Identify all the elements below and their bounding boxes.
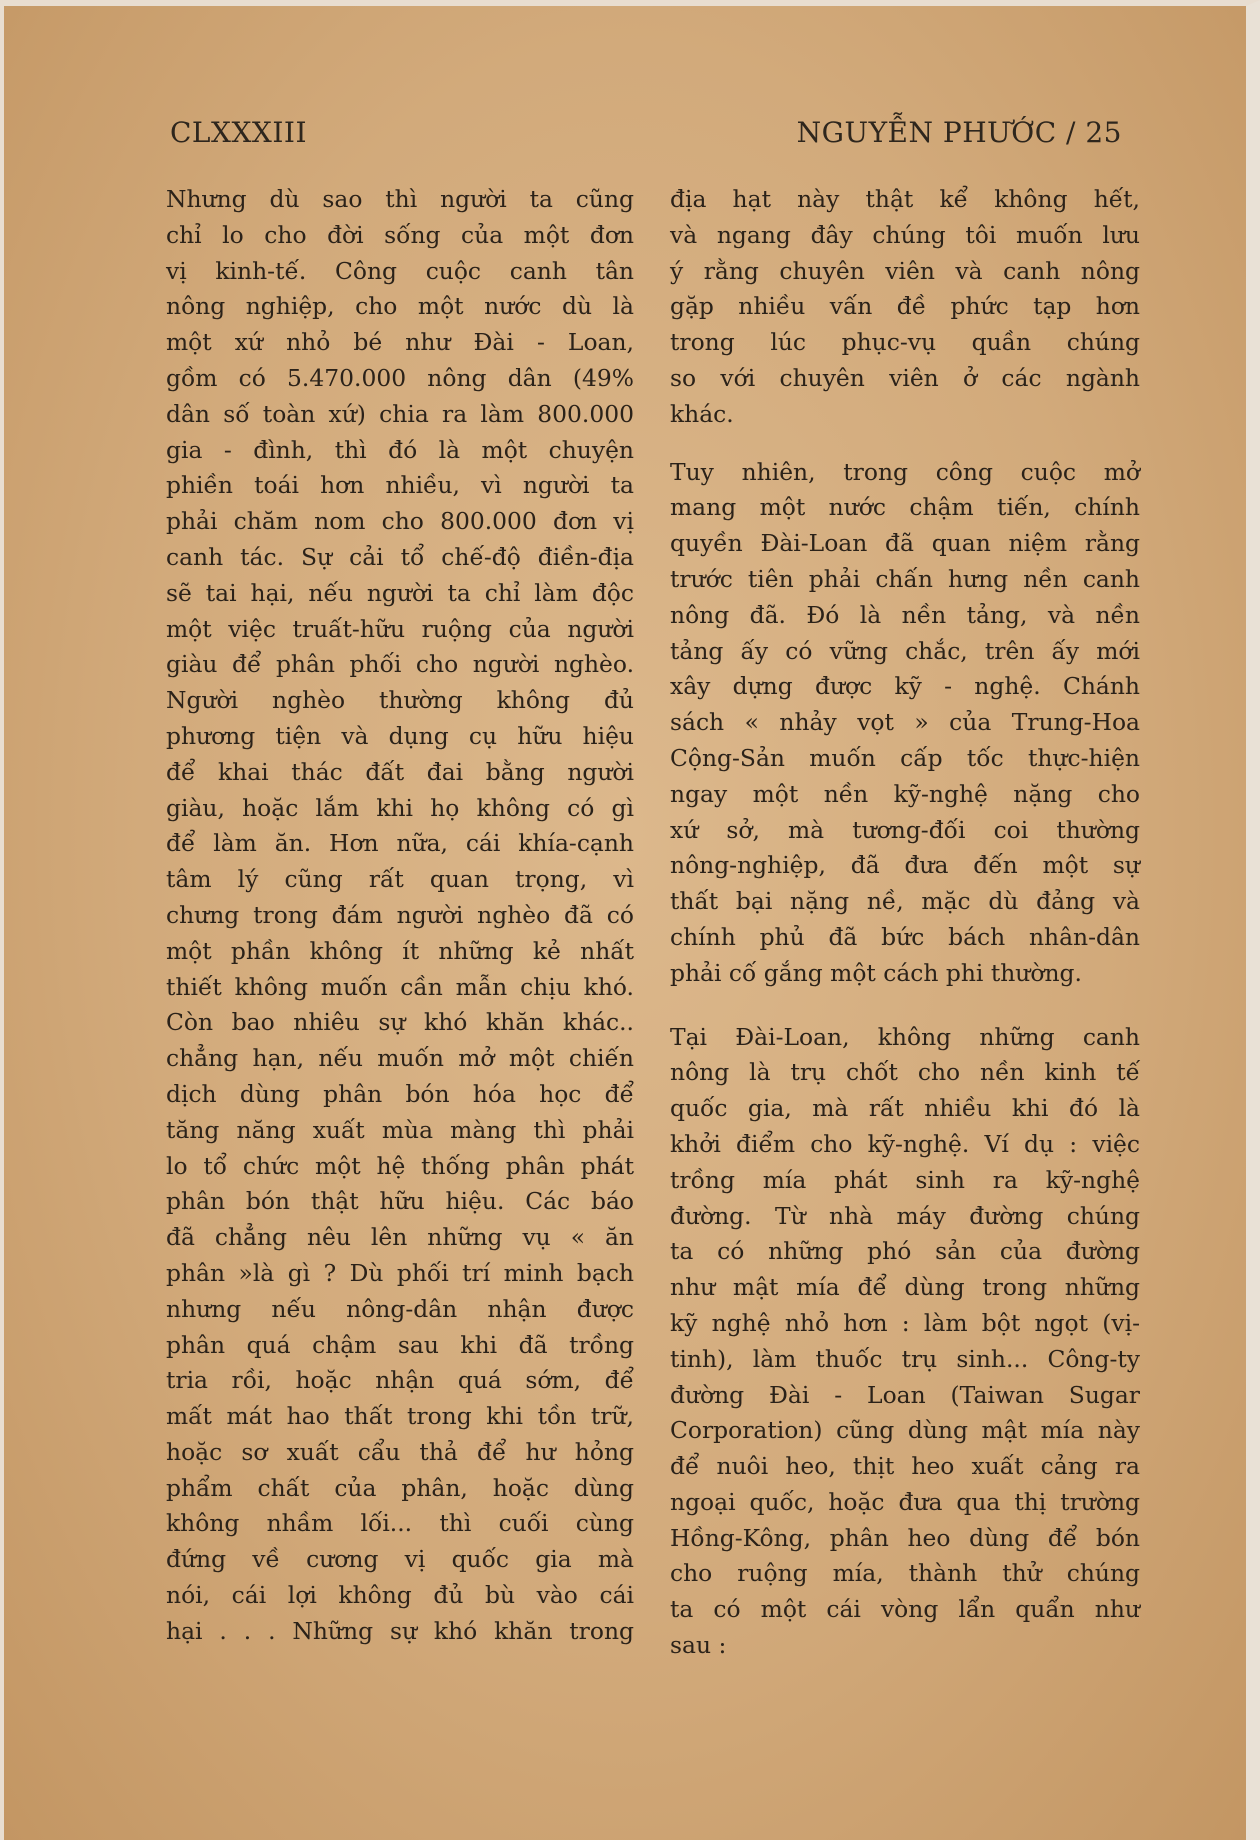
text-line: một xứ nhỏ bé như Đài - Loan, <box>166 328 634 357</box>
text-line: Còn bao nhiêu sự khó khăn khác.. <box>166 1008 634 1037</box>
paragraph-gap <box>670 433 1140 455</box>
text-line: sau : <box>670 1631 727 1660</box>
text-line: không nhầm lối... thì cuối cùng <box>166 1509 634 1538</box>
paragraph <box>166 182 634 1650</box>
text-line: phải cố gắng một cách phi thường. <box>670 958 1082 987</box>
text-line: ta có một cái vòng lẩn quẩn như <box>670 1595 1140 1624</box>
text-line: nói, cái lợi không đủ bù vào cái <box>166 1581 634 1610</box>
paragraph <box>670 1020 1140 1664</box>
text-line: trong lúc phục-vụ quần chúng <box>670 328 1140 357</box>
text-line: phương tiện và dụng cụ hữu hiệu <box>166 721 634 750</box>
text-line: một phần không ít những kẻ nhất <box>166 936 634 965</box>
text-line: địa hạt này thật kể không hết, <box>670 185 1140 213</box>
text-line: gặp nhiều vấn đề phức tạp hơn <box>670 292 1140 321</box>
right-column <box>670 182 1140 1664</box>
text-line: tria rồi, hoặc nhận quá sớm, để <box>166 1366 634 1395</box>
text-line: hại . . . Những sự khó khăn trong <box>166 1616 634 1645</box>
text-line: phân quá chậm sau khi đã trồng <box>166 1330 634 1359</box>
text-line: chẳng hạn, nếu muốn mở một chiến <box>166 1044 634 1073</box>
text-line: hoặc sơ xuất cẩu thả để hư hỏng <box>166 1437 634 1466</box>
text-line: chưng trong đám người nghèo đã có <box>166 900 634 929</box>
text-line: quyền Đài-Loan đã quan niệm rằng <box>670 529 1140 558</box>
text-line: ngoại quốc, hoặc đưa qua thị trường <box>670 1487 1140 1516</box>
text-line: để làm ăn. Hơn nữa, cái khía-cạnh <box>166 829 634 858</box>
left-column <box>166 182 634 1650</box>
text-line: ngay một nền kỹ-nghệ nặng cho <box>670 779 1140 808</box>
text-line: vị kinh-tế. Công cuộc canh tân <box>166 256 634 285</box>
text-line: trồng mía phát sinh ra kỹ-nghệ <box>670 1165 1140 1194</box>
text-line: sẽ tai hại, nếu người ta chỉ làm độc <box>166 578 634 607</box>
text-line: Người nghèo thường không đủ <box>166 686 634 715</box>
text-line: và ngang đây chúng tôi muốn lưu <box>670 220 1140 249</box>
text-line: khởi điểm cho kỹ-nghệ. Ví dụ : việc <box>670 1129 1140 1158</box>
text-line: Cộng-Sản muốn cấp tốc thực-hiện <box>670 743 1140 772</box>
text-line: phẩm chất của phân, hoặc dùng <box>166 1473 634 1502</box>
text-line: kỹ nghệ nhỏ hơn : làm bột ngọt (vị- <box>670 1308 1140 1337</box>
text-line: cho ruộng mía, thành thử chúng <box>670 1559 1140 1588</box>
text-line: ý rằng chuyên viên và canh nông <box>670 256 1140 285</box>
text-line: phân »là gì ? Dù phối trí minh bạch <box>166 1258 634 1287</box>
text-line: xây dựng được kỹ - nghệ. Chánh <box>670 672 1140 701</box>
text-line: sách « nhảy vọt » của Trung-Hoa <box>670 708 1140 737</box>
text-line: Tại Đài-Loan, không những canh <box>670 1022 1140 1051</box>
paragraph <box>670 182 1140 433</box>
page-label: CLXXXIII <box>170 116 307 149</box>
text-line: chỉ lo cho đời sống của một đơn <box>166 220 634 249</box>
running-title: NGUYỄN PHƯỚC / 25 <box>796 116 1122 149</box>
text-line: đường Đài - Loan (Taiwan Sugar <box>670 1380 1140 1409</box>
text-line: như mật mía để dùng trong những <box>670 1273 1140 1302</box>
text-line: mang một nước chậm tiến, chính <box>670 493 1140 522</box>
paragraph <box>670 455 1140 992</box>
text-line: đứng về cương vị quốc gia mà <box>166 1545 634 1574</box>
text-line: phiền toái hơn nhiều, vì người ta <box>166 471 634 500</box>
text-line: mất mát hao thất trong khi tồn trữ, <box>166 1402 634 1431</box>
text-line: dân số toàn xứ) chia ra làm 800.000 <box>166 399 634 428</box>
text-line: một việc truất-hữu ruộng của người <box>166 614 634 643</box>
text-line: lo tổ chức một hệ thống phân phát <box>166 1151 634 1180</box>
text-line: thất bại nặng nề, mặc dù đảng và <box>670 887 1140 916</box>
text-line: gia - đình, thì đó là một chuyện <box>166 435 634 464</box>
text-line: xứ sở, mà tương-đối coi thường <box>670 815 1140 844</box>
text-line: phải chăm nom cho 800.000 đơn vị <box>166 507 634 536</box>
text-line: ta có những phó sản của đường <box>670 1237 1140 1266</box>
text-line: đã chẳng nêu lên những vụ « ăn <box>166 1223 634 1252</box>
text-line: Corporation) cũng dùng mật mía này <box>670 1416 1140 1445</box>
text-line: nông-nghiệp, đã đưa đến một sự <box>670 851 1140 880</box>
text-line: nông nghiệp, cho một nước dù là <box>166 292 634 321</box>
text-line: so với chuyên viên ở các ngành <box>670 363 1140 392</box>
text-line: quốc gia, mà rất nhiều khi đó là <box>670 1094 1140 1123</box>
text-line: nông là trụ chốt cho nền kinh tế <box>670 1058 1140 1087</box>
text-line: giàu để phân phối cho người nghèo. <box>166 650 634 679</box>
text-line: dịch dùng phân bón hóa học để <box>166 1079 634 1108</box>
text-line: khác. <box>670 399 734 428</box>
text-line: trước tiên phải chấn hưng nền canh <box>670 564 1140 593</box>
text-line: nhưng nếu nông-dân nhận được <box>166 1294 634 1323</box>
text-line: đường. Từ nhà máy đường chúng <box>670 1201 1140 1230</box>
paragraph-gap <box>670 992 1140 1020</box>
text-line: để khai thác đất đai bằng người <box>166 757 634 786</box>
text-line: thiết không muốn cần mẫn chịu khó. <box>166 972 634 1001</box>
text-line: chính phủ đã bức bách nhân-dân <box>670 922 1140 951</box>
text-line: gồm có 5.470.000 nông dân (49% <box>166 363 634 392</box>
text-line: tinh), làm thuốc trụ sinh... Công-ty <box>670 1344 1140 1373</box>
text-line: tâm lý cũng rất quan trọng, vì <box>166 865 634 894</box>
text-line: tảng ấy có vững chắc, trên ấy mới <box>670 636 1140 665</box>
text-line: Hồng-Kông, phân heo dùng để bón <box>670 1523 1140 1552</box>
text-line: nông đã. Đó là nền tảng, và nền <box>670 600 1140 629</box>
text-line: canh tác. Sự cải tổ chế-độ điền-địa <box>166 542 634 571</box>
text-line: phân bón thật hữu hiệu. Các báo <box>166 1187 634 1216</box>
text-line: Nhưng dù sao thì người ta cũng <box>166 185 634 213</box>
text-line: tăng năng xuất mùa màng thì phải <box>166 1115 634 1144</box>
text-line: giàu, hoặc lắm khi họ không có gì <box>166 793 634 822</box>
text-line: để nuôi heo, thịt heo xuất cảng ra <box>670 1452 1140 1481</box>
text-line: Tuy nhiên, trong công cuộc mở <box>670 457 1140 486</box>
page-header <box>170 116 1122 158</box>
